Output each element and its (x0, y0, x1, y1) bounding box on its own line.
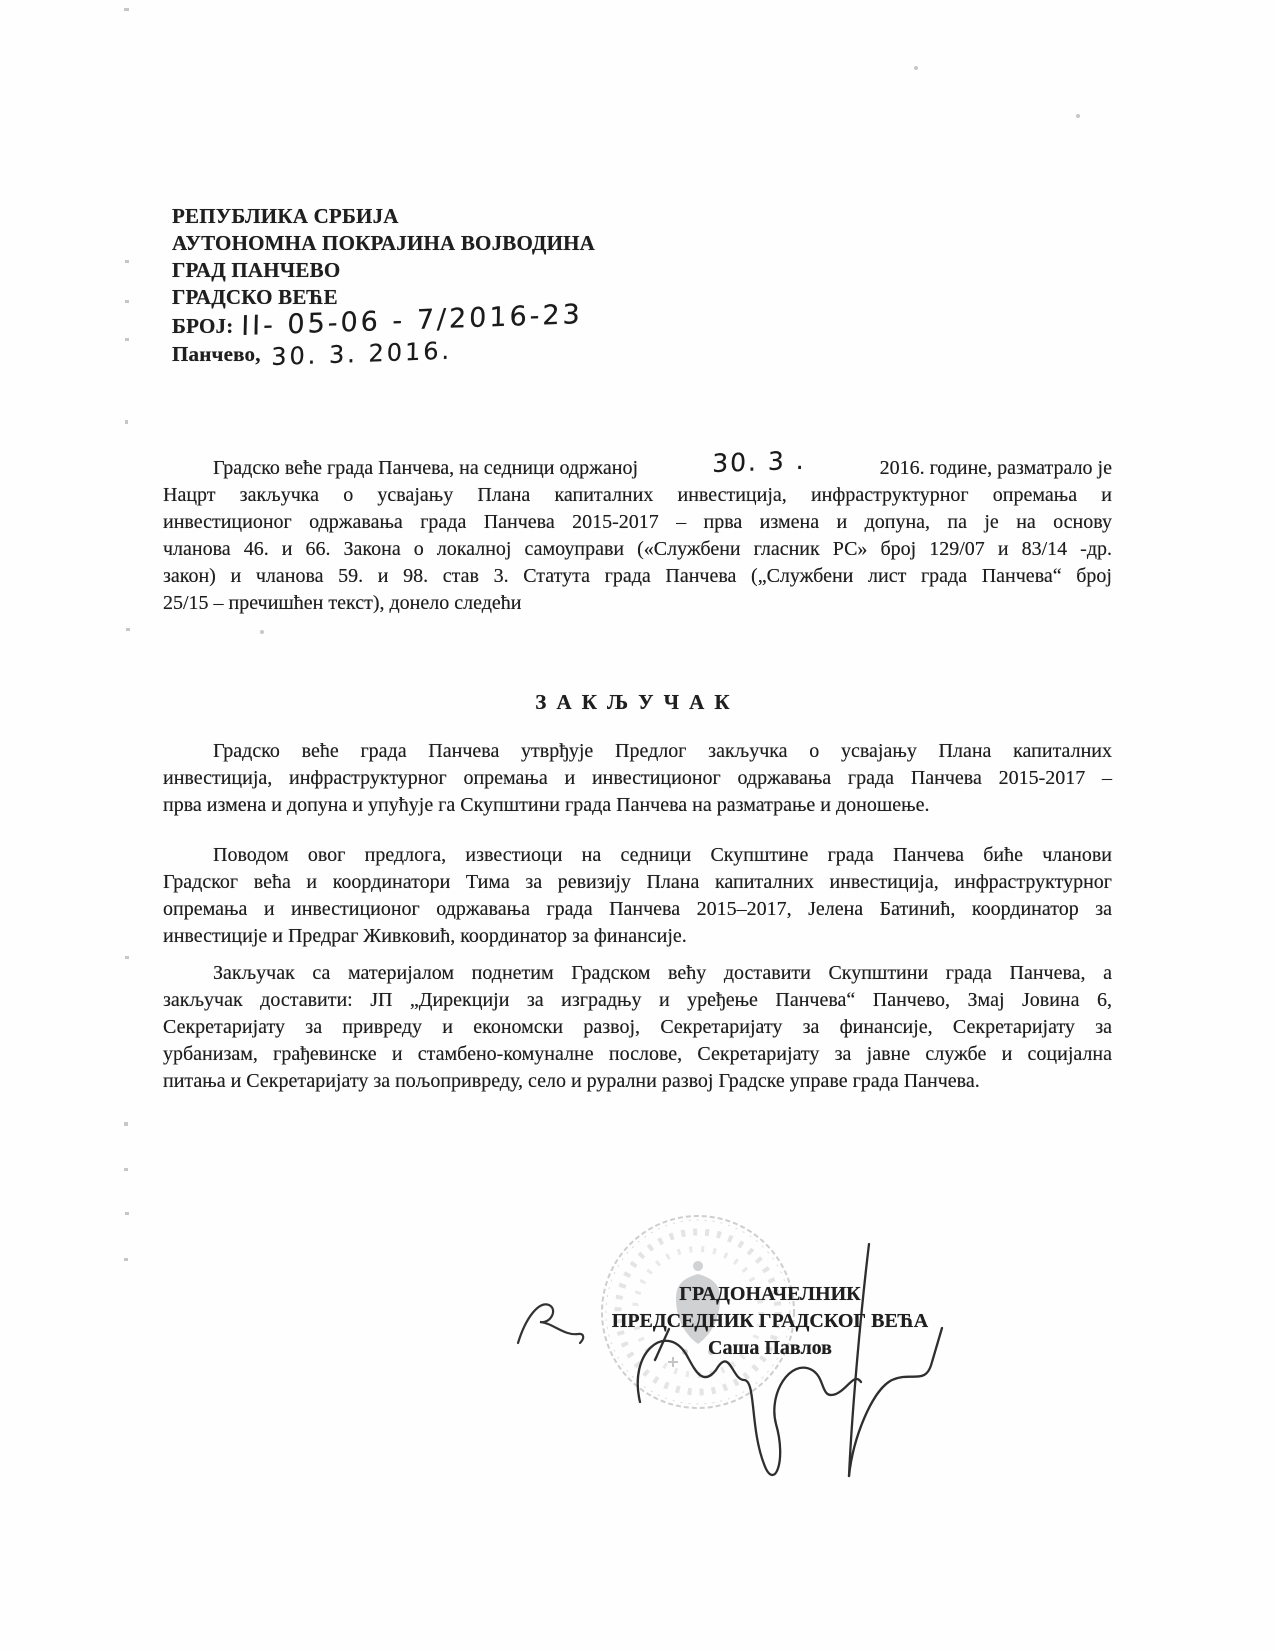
place-label: Панчево, (172, 342, 261, 366)
handwritten-initial (512, 1295, 590, 1361)
paragraph-intro (163, 445, 1112, 617)
paragraph-line: опремања и инвестиционог одржавања града Панчева 2015–2017, Јелена Батинић, координатор за (163, 898, 1112, 920)
letterhead-country: РЕПУБЛИКА СРБИЈА (172, 204, 399, 228)
signer-function-line2: ПРЕДСЕДНИК ГРАДСКОГ ВЕЋА (611, 1310, 929, 1332)
document-number-handwritten: II- 05-06 - 7/2016-23 (241, 299, 584, 343)
date-handwritten: 30. 3. 2016. (270, 336, 453, 371)
paragraph-line: Градског већа и координатори Тима за ревизију Плана капиталних инвестиција, инфраструктурног (163, 871, 1112, 893)
paragraph-line: закон) и чланова 59. и 98. став 3. Статута града Панчева („Службени лист града Панчева“ број (163, 565, 1112, 587)
paragraph-line: инвестиције и Предраг Живковић, координатор за финансије. (163, 925, 687, 947)
paragraph-line: чланова 46. и 66. Закона о локалној самоуправи («Службени гласник РС» број 129/07 и 83/14 -др. (163, 538, 1112, 560)
document-title: ЗАКЉУЧАК (535, 690, 740, 714)
place-date-row (172, 336, 595, 371)
paragraph-line: питања и Секретаријату за пољопривреду, село и рурални развој Градске управе града Панчева. (163, 1070, 980, 1092)
paragraph-line: Поводом овог предлога, известиоци на седници Скупштине града Панчева биће чланови (213, 844, 1112, 866)
letterhead-city: ГРАД ПАНЧЕВО (172, 258, 341, 282)
paragraph-rapporteurs (163, 842, 1112, 950)
document-number-label: БРОЈ: (172, 314, 234, 338)
paragraph-line (163, 445, 1112, 482)
paragraph-line: 25/15 – пречишћен текст), донело следећи (163, 592, 522, 614)
paragraph-line: инвестиционог одржавања града Панчева 2015-2017 – прва измена и допуна, па је на основу (163, 511, 1112, 533)
paragraph-line: Секретаријату за привреду и економски развој, Секретаријату за финансије, Секретаријату за (163, 1016, 1112, 1038)
paragraph-line: Градско веће града Панчева утврђује Предлог закључка о усвајању Плана капиталних (213, 740, 1112, 762)
paragraph-line: инвестиција, инфраструктурног опремања и инвестиционог одржавања града Панчева 2015-2017 – (163, 767, 1112, 789)
handwritten-signature (480, 1230, 1000, 1520)
letterhead-council: ГРАДСКО ВЕЋЕ (172, 285, 338, 309)
paragraph-line: прва измена и допуна и упућује га Скупштини града Панчева на разматрање и доношење. (163, 794, 930, 816)
paragraph-line: урбанизам, грађевинске и стамбено-комуналне послове, Секретаријату за јавне службе и социјална (163, 1043, 1112, 1065)
paragraph-distribution (163, 960, 1112, 1095)
document-number-row (172, 299, 595, 343)
paragraph-line: закључак доставити: ЈП „Дирекцији за изградњу и уређење Панчева“ Панчево, Змај Јовина 6, (163, 989, 1112, 1011)
letterhead (172, 203, 596, 371)
intro-text-before-date: Градско веће града Панчева, на седници одржаној (213, 457, 639, 479)
signer-function-line1: ГРАДОНАЧЕЛНИК (679, 1283, 861, 1305)
signer-name: Саша Павлов (708, 1337, 832, 1359)
paragraph-line: Нацрт закључка о усвајању Плана капиталних инвестиција, инфраструктурног опремања и (163, 484, 1112, 506)
paragraph-decision (163, 738, 1112, 819)
paragraph-line: Закључак са материјалом поднетим Градском већу доставити Скупштини града Панчева, а (213, 962, 1112, 984)
intro-text-after-date: 2016. године, разматрало је (879, 457, 1112, 479)
letterhead-province: АУТОНОМНА ПОКРАЈИНА ВОЈВОДИНА (172, 231, 596, 255)
session-date-handwritten: 30. 3 . (712, 445, 806, 479)
